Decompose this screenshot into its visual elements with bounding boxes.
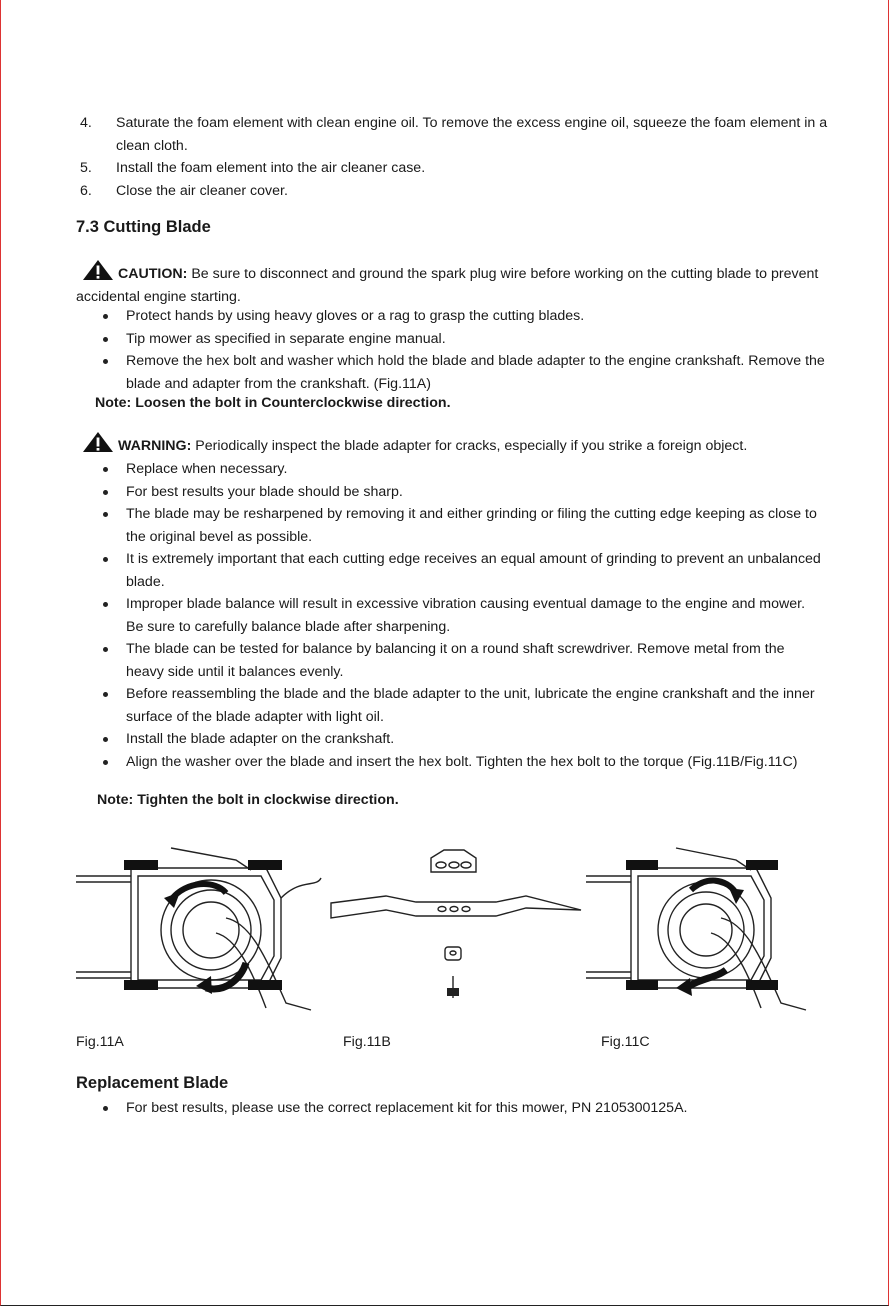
warning-triangle-icon	[82, 259, 114, 281]
caution-label: CAUTION:	[118, 266, 188, 282]
warning-text: Periodically inspect the blade adapter for cracks, especially if you strike a foreign object.	[195, 438, 748, 454]
mower-deck-clockwise-illustration	[586, 838, 816, 1018]
list-item: Install the blade adapter on the crankshaft.	[116, 728, 826, 751]
step-text: Install the foam element into the air cleaner case.	[116, 160, 426, 176]
note-tighten: Note: Tighten the bolt in clockwise direction.	[97, 792, 399, 808]
replacement-bullet-list	[116, 1097, 826, 1120]
figure-caption-11b: Fig.11B	[343, 1034, 391, 1050]
step-item	[80, 157, 840, 180]
list-item: For best results your blade should be sharp.	[116, 481, 826, 504]
section-title: 7.3 Cutting Blade	[76, 218, 211, 236]
list-item: Before reassembling the blade and the blade adapter to the unit, lubricate the engine crankshaft and the inner surface of the blade adapter with light oil.	[116, 683, 826, 728]
list-item: The blade may be resharpened by removing it and either grinding or filing the cutting edge keeping as close to the original bevel as possible.	[116, 503, 826, 548]
warning-triangle-icon	[82, 431, 114, 453]
step-item	[80, 112, 840, 157]
list-item: For best results, please use the correct replacement kit for this mower, PN 2105300125A.	[116, 1097, 826, 1120]
step-item	[80, 180, 840, 203]
caution-block	[76, 259, 836, 308]
warning-label: WARNING:	[118, 438, 192, 454]
list-item: Protect hands by using heavy gloves or a rag to grasp the cutting blades.	[116, 305, 826, 328]
step-text: Close the air cleaner cover.	[116, 182, 288, 199]
note-loosen: Note: Loosen the bolt in Counterclockwise direction.	[95, 395, 451, 411]
warning-block	[76, 431, 836, 458]
list-item: Replace when necessary.	[116, 458, 826, 481]
figure-row	[76, 838, 816, 1018]
list-item: Tip mower as specified in separate engine manual.	[116, 328, 826, 351]
figure-caption-11a: Fig.11A	[76, 1034, 124, 1050]
list-item: It is extremely important that each cutting edge receives an equal amount of grinding to prevent an unbalanced blade.	[116, 548, 826, 593]
step-text: Saturate the foam element with clean engine oil. To remove the excess engine oil, squeeze the foam element in a clean cloth.	[116, 115, 828, 154]
caution-text: Be sure to disconnect and ground the spark plug wire before working on the cutting blade to prevent accidental engine starting.	[76, 266, 819, 305]
figure-caption-11c: Fig.11C	[601, 1034, 650, 1050]
list-item: The blade can be tested for balance by balancing it on a round shaft screwdriver. Remove metal from the heavy side until it balances evenly.	[116, 638, 826, 683]
mower-deck-counterclockwise-illustration	[76, 838, 326, 1018]
blade-assembly-exploded-illustration	[326, 838, 586, 1018]
replacement-title: Replacement Blade	[76, 1074, 229, 1092]
list-item: Improper blade balance will result in excessive vibration causing eventual damage to the engine and mower. Be sure to carefully balance blade after sharpening.	[116, 593, 826, 638]
caution-bullet-list	[116, 305, 826, 395]
step-number: 5.	[80, 160, 92, 176]
step-list	[80, 112, 840, 202]
step-number: 4.	[80, 115, 92, 131]
step-number: 6.	[80, 182, 92, 199]
list-item: Align the washer over the blade and insert the hex bolt. Tighten the hex bolt to the torque (Fig.11B/Fig.11C)	[116, 751, 826, 774]
warning-bullet-list	[116, 458, 826, 773]
list-item: Remove the hex bolt and washer which hold the blade and blade adapter to the engine crankshaft. Remove the blade and adapter from the crankshaft. (Fig.11A)	[116, 350, 826, 395]
